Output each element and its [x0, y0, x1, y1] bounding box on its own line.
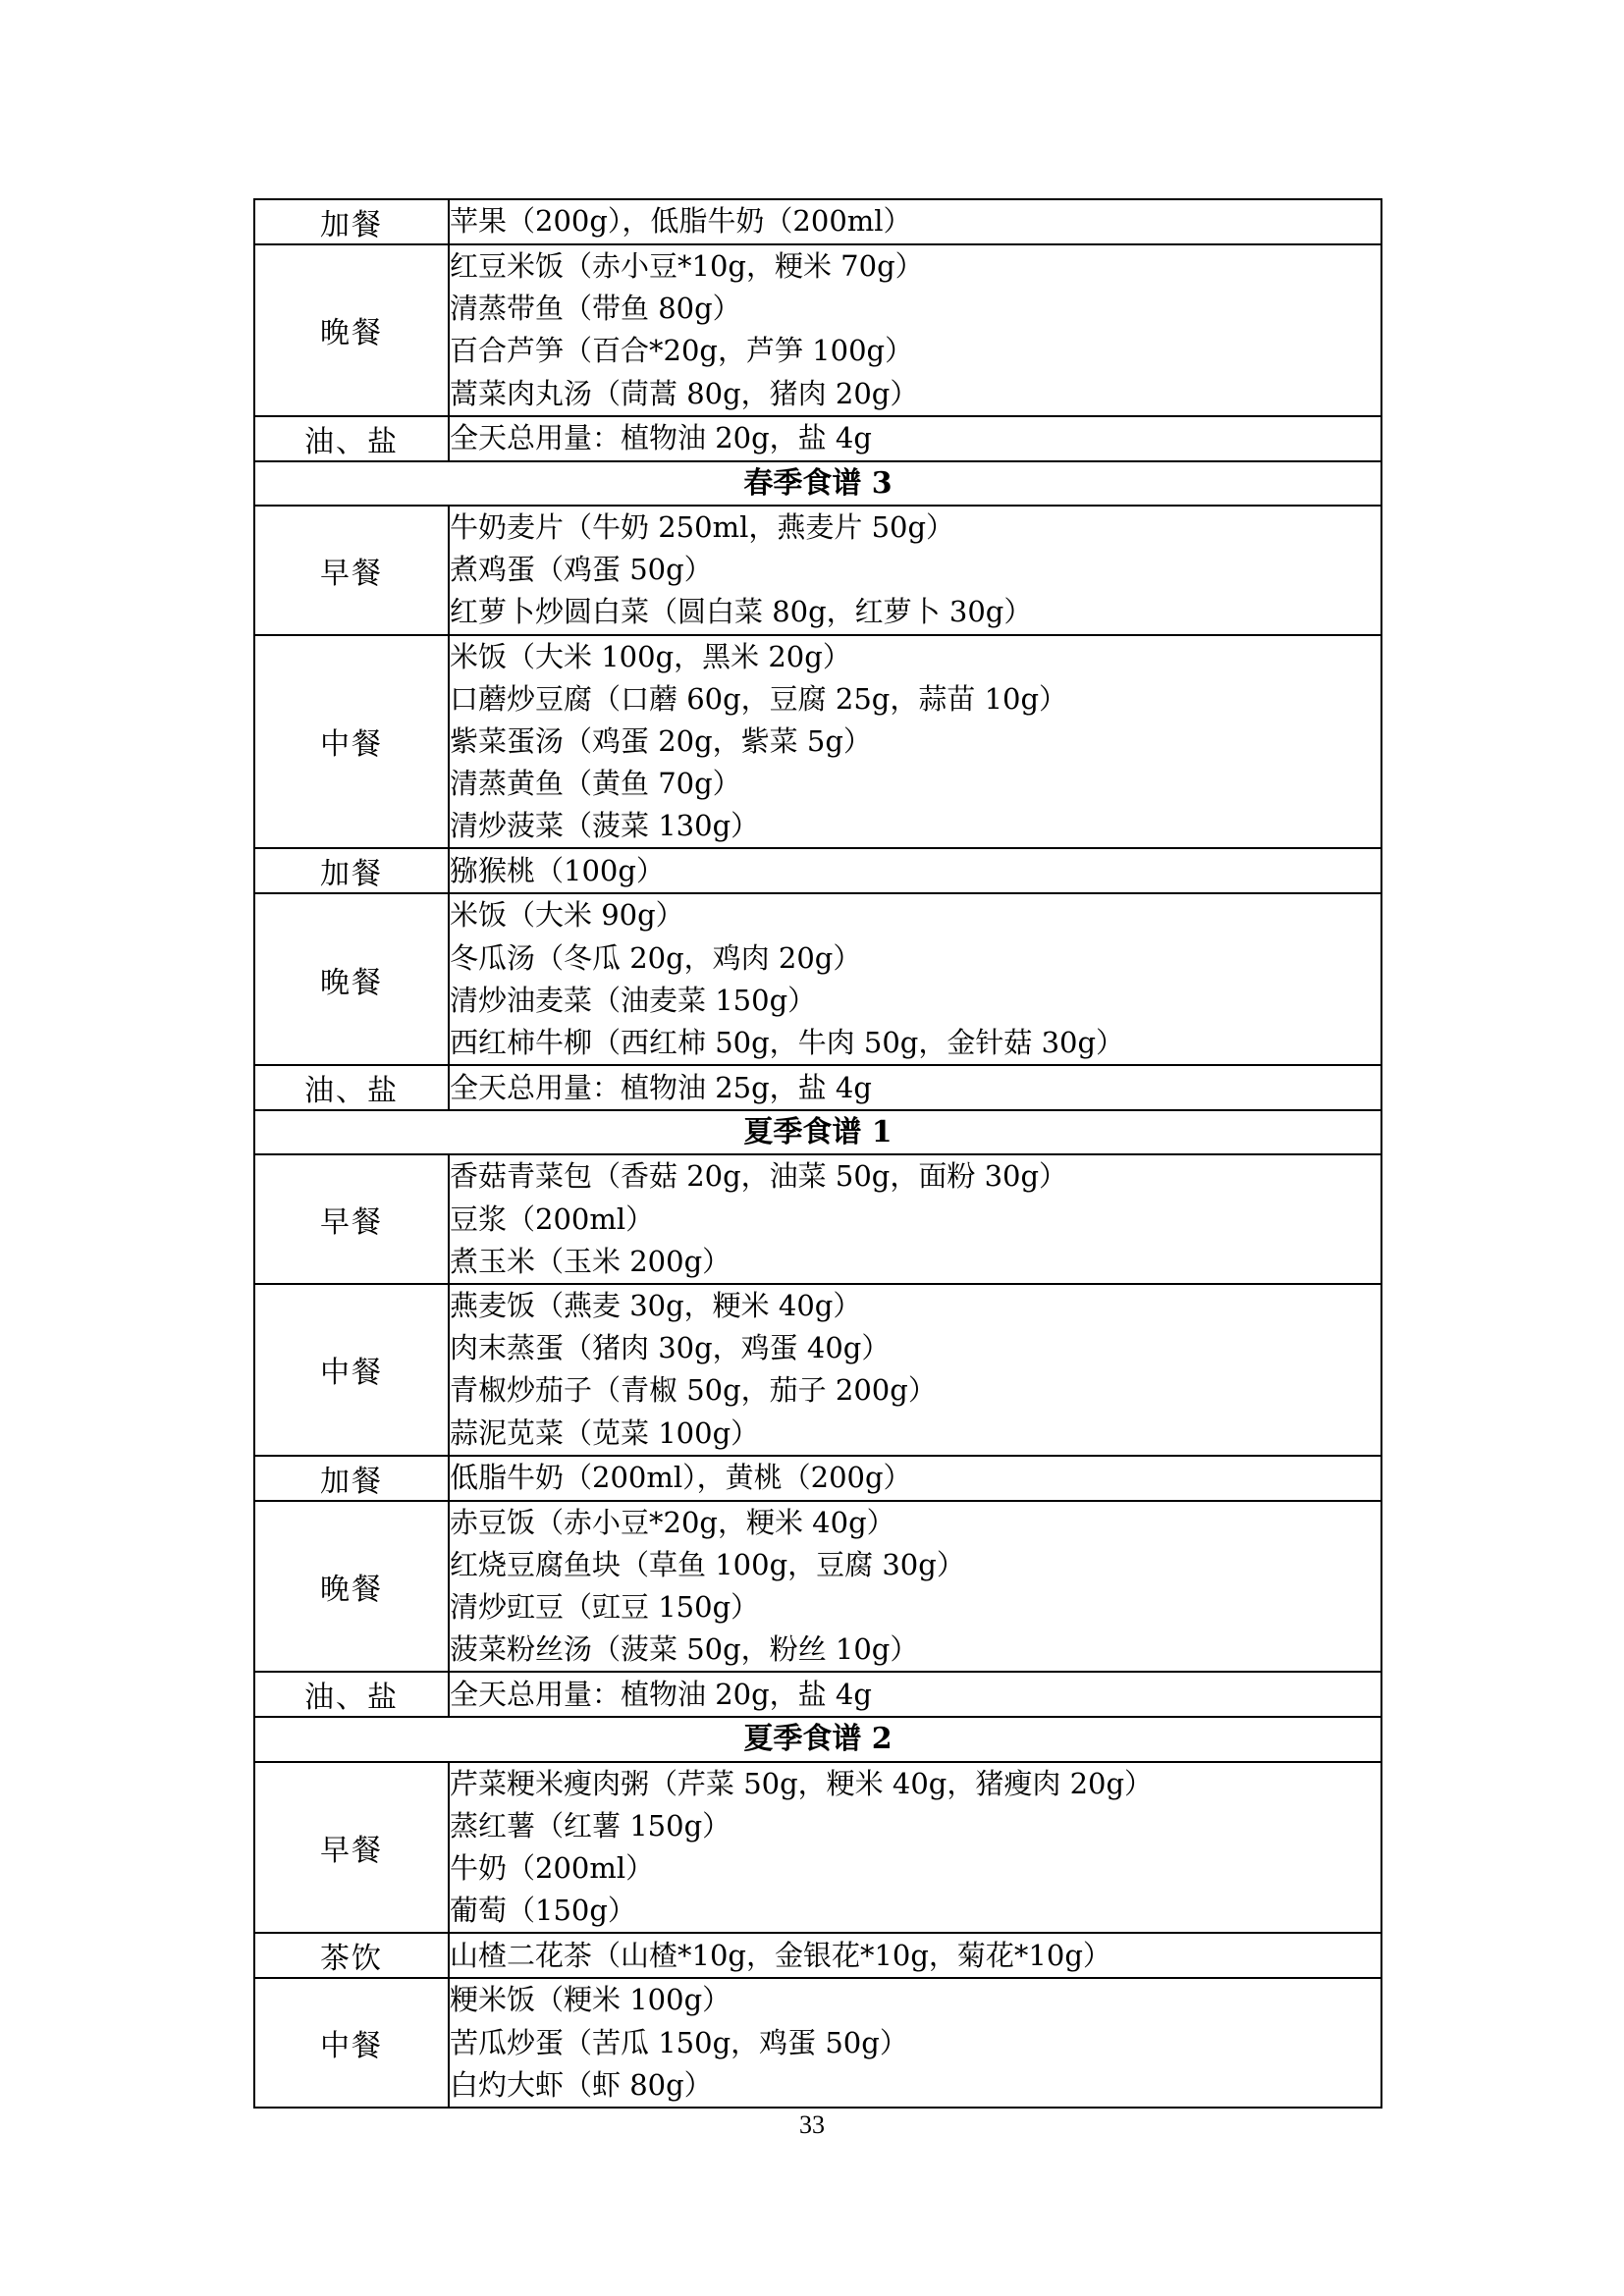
section-title: 夏季食谱 1: [254, 1110, 1381, 1154]
dish-item: 青椒炒茄子（青椒 50g，茄子 200g）: [450, 1373, 937, 1408]
dish-item: 菠菜粉丝汤（菠菜 50g，粉丝 10g）: [450, 1632, 919, 1667]
dish-item: 紫菜蛋汤（鸡蛋 20g，紫菜 5g）: [450, 723, 872, 758]
dish-item: 山楂二花茶（山楂*10g，金银花*10g，菊花*10g）: [450, 1938, 1111, 1972]
meal-row: [254, 1154, 1381, 1284]
meal-label: 早餐: [254, 506, 449, 635]
meal-label: 中餐: [254, 1978, 449, 2108]
dish-item: 冬瓜汤（冬瓜 20g，鸡肉 20g）: [450, 940, 862, 975]
dish-item: 全天总用量：植物油 25g，盐 4g: [450, 1070, 872, 1104]
page-number: 33: [799, 2110, 825, 2139]
meal-row: [254, 244, 1381, 416]
meal-row: [254, 1065, 1381, 1110]
meal-row: [254, 1762, 1381, 1934]
meal-row: [254, 199, 1381, 244]
section-title: 夏季食谱 2: [254, 1717, 1381, 1761]
dish-item: 清炒菠菜（菠菜 130g）: [450, 809, 760, 843]
meal-items: [449, 1933, 1381, 1978]
meal-items: [449, 416, 1381, 461]
meal-label: 中餐: [254, 635, 449, 849]
section-header-row: [254, 1110, 1381, 1154]
dish-item: 西红柿牛柳（西红柿 50g，牛肉 50g，金针菇 30g）: [450, 1026, 1125, 1060]
meal-label: 晚餐: [254, 893, 449, 1065]
dish-item: 红萝卜炒圆白菜（圆白菜 80g，红萝卜 30g）: [450, 595, 1033, 629]
dish-item: 赤豆饭（赤小豆*20g，粳米 40g）: [450, 1505, 895, 1539]
meal-label: 中餐: [254, 1284, 449, 1456]
meal-items: [449, 635, 1381, 849]
diet-menu-table: [253, 198, 1382, 2109]
dish-item: 香菇青菜包（香菇 20g，油菜 50g，面粉 30g）: [450, 1159, 1068, 1194]
meal-label: 早餐: [254, 1762, 449, 1934]
meal-label: 加餐: [254, 199, 449, 244]
section-header-row: [254, 461, 1381, 506]
dish-item: 米饭（大米 100g，黑米 20g）: [450, 639, 851, 673]
meal-label: 加餐: [254, 1456, 449, 1501]
meal-items: [449, 1456, 1381, 1501]
dish-item: 蒿菜肉丸汤（茼蒿 80g，猪肉 20g）: [450, 376, 919, 410]
meal-items: [449, 1672, 1381, 1717]
meal-label: 晚餐: [254, 1501, 449, 1673]
meal-items: [449, 244, 1381, 416]
dish-item: 清蒸带鱼（带鱼 80g）: [450, 292, 741, 326]
meal-items: [449, 506, 1381, 635]
dish-item: 苦瓜炒蛋（苦瓜 150g，鸡蛋 50g）: [450, 2025, 908, 2059]
meal-label: 茶饮: [254, 1933, 449, 1978]
meal-row: [254, 1978, 1381, 2108]
meal-row: [254, 848, 1381, 893]
meal-row: [254, 1672, 1381, 1717]
dish-item: 红豆米饭（赤小豆*10g，粳米 70g）: [450, 249, 924, 283]
meal-items: [449, 893, 1381, 1065]
dish-item: 葡萄（150g）: [450, 1894, 636, 1928]
meal-row: [254, 1456, 1381, 1501]
dish-item: 全天总用量：植物油 20g，盐 4g: [450, 421, 872, 455]
meal-label: 油、盐: [254, 1065, 449, 1110]
meal-items: [449, 848, 1381, 893]
meal-items: [449, 199, 1381, 244]
meal-items: [449, 1154, 1381, 1284]
dish-item: 米饭（大米 90g）: [450, 898, 684, 933]
dish-item: 肉末蒸蛋（猪肉 30g，鸡蛋 40g）: [450, 1331, 891, 1365]
dish-item: 白灼大虾（虾 80g）: [450, 2067, 713, 2102]
meal-items: [449, 1978, 1381, 2108]
meal-row: [254, 1284, 1381, 1456]
meal-items: [449, 1065, 1381, 1110]
meal-row: [254, 1933, 1381, 1978]
dish-item: 百合芦笋（百合*20g，芦笋 100g）: [450, 334, 914, 368]
dish-item: 清炒油麦菜（油麦菜 150g）: [450, 983, 817, 1017]
meal-label: 油、盐: [254, 416, 449, 461]
diet-menu-sheet: [253, 198, 1382, 2109]
meal-label: 早餐: [254, 1154, 449, 1284]
meal-row: [254, 635, 1381, 849]
dish-item: 苹果（200g），低脂牛奶（200ml）: [450, 204, 912, 239]
dish-item: 全天总用量：植物油 20g，盐 4g: [450, 1677, 872, 1711]
dish-item: 红烧豆腐鱼块（草鱼 100g，豆腐 30g）: [450, 1547, 965, 1581]
dish-item: 牛奶（200ml）: [450, 1851, 655, 1886]
meal-items: [449, 1284, 1381, 1456]
dish-item: 燕麦饭（燕麦 30g，粳米 40g）: [450, 1288, 862, 1322]
menu-table-body: [254, 199, 1381, 2108]
dish-item: 芹菜粳米瘦肉粥（芹菜 50g，粳米 40g，猪瘦肉 20g）: [450, 1766, 1154, 1800]
meal-label: 油、盐: [254, 1672, 449, 1717]
meal-label: 晚餐: [254, 244, 449, 416]
dish-item: 猕猴桃（100g）: [450, 853, 665, 887]
meal-label: 加餐: [254, 848, 449, 893]
dish-item: 蒜泥苋菜（苋菜 100g）: [450, 1415, 760, 1450]
meal-items: [449, 1762, 1381, 1934]
meal-row: [254, 416, 1381, 461]
meal-row: [254, 893, 1381, 1065]
meal-items: [449, 1501, 1381, 1673]
dish-item: 蒸红薯（红薯 150g）: [450, 1808, 731, 1842]
dish-item: 牛奶麦片（牛奶 250ml，燕麦片 50g）: [450, 509, 955, 544]
dish-item: 清炒豇豆（豇豆 150g）: [450, 1590, 760, 1625]
dish-item: 煮鸡蛋（鸡蛋 50g）: [450, 553, 713, 587]
dish-item: 口蘑炒豆腐（口蘑 60g，豆腐 25g，蒜苗 10g）: [450, 681, 1068, 716]
dish-item: 煮玉米（玉米 200g）: [450, 1244, 731, 1278]
dish-item: 低脂牛奶（200ml），黄桃（200g）: [450, 1461, 912, 1495]
dish-item: 豆浆（200ml）: [450, 1201, 655, 1236]
section-title: 春季食谱 3: [254, 461, 1381, 506]
dish-item: 粳米饭（粳米 100g）: [450, 1983, 731, 2017]
meal-row: [254, 1501, 1381, 1673]
dish-item: 清蒸黄鱼（黄鱼 70g）: [450, 767, 741, 801]
meal-row: [254, 506, 1381, 635]
section-header-row: [254, 1717, 1381, 1761]
